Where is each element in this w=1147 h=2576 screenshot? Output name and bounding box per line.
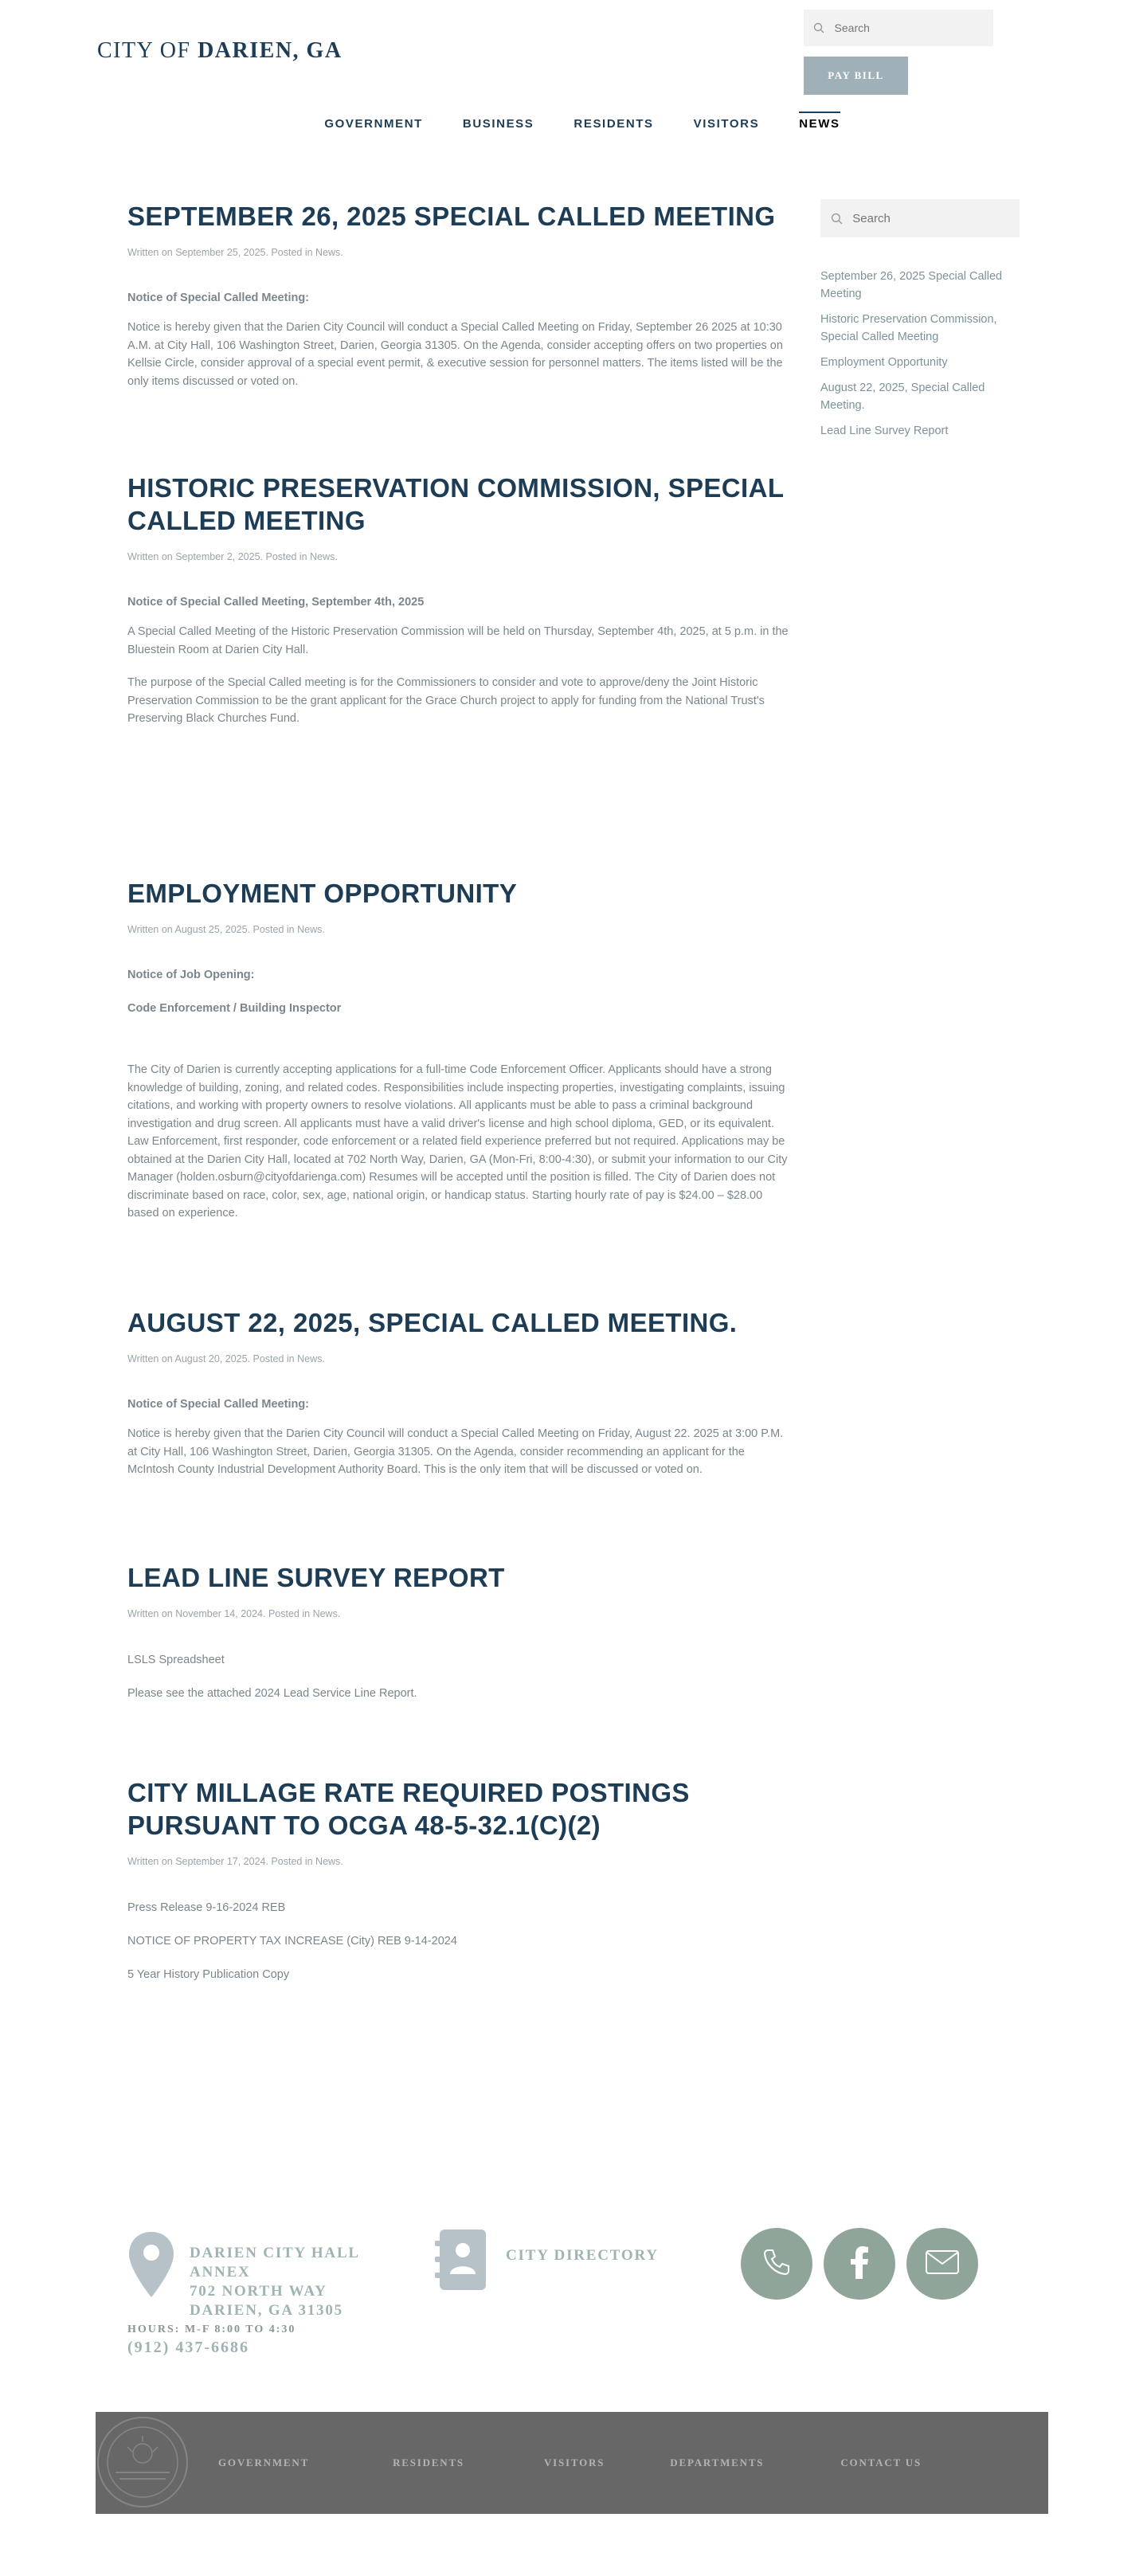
pay-bill-button[interactable]: PAY BILL	[804, 57, 908, 95]
meta-suffix: .	[322, 1353, 325, 1364]
post-heading: Notice of Special Called Meeting:	[127, 1398, 310, 1411]
post-meta	[127, 247, 790, 258]
post-category-link[interactable]: News	[312, 1608, 338, 1619]
post-category-link[interactable]: News	[297, 1353, 323, 1364]
recent-post-link[interactable]: September 26, 2025 Special Called Meeting	[820, 270, 1003, 300]
post-paragraph: Notice is hereby given that the Darien City Council will conduct a Special Called Meeting on Friday, September 26 2025 at 10:30 A.M. at City Hall, 106 Washington Street, Darien, Georgia 31305. On the Agenda, consider accepting offers on two properties on Kellsie Circle, consider approval of a special event permit, & executive session for personnel matters. The items listed will be the only items discussed or voted on.	[127, 321, 783, 388]
post-category-link[interactable]: News	[315, 1856, 341, 1867]
news-post	[127, 200, 790, 390]
post-attachment-link[interactable]: NOTICE OF PROPERTY TAX INCREASE (City) REB 9-14-2024	[127, 1935, 457, 1948]
post-meta	[127, 1856, 790, 1867]
list-item	[820, 422, 1020, 440]
nav-item-government[interactable]: GOVERNMENT	[324, 117, 423, 131]
main-nav	[0, 115, 1147, 134]
post-date: Written on September 2, 2025. Posted in	[127, 551, 307, 562]
phone-button[interactable]	[741, 2228, 812, 2300]
post-paragraph: Please see the attached 2024 Lead Service Line Report.	[127, 1687, 417, 1700]
post-category-link[interactable]: News	[297, 924, 323, 935]
post-date: Written on September 17, 2024. Posted in	[127, 1856, 313, 1867]
post-paragraph: A Special Called Meeting of the Historic Preservation Commission will be held on Thursday, September 4th, 2025, at 5 p.m. in the Bluestein Room at Darien City Hall.	[127, 625, 789, 656]
footer-address	[190, 2244, 389, 2320]
post-attachment-link[interactable]: Press Release 9-16-2024 REB	[127, 1901, 286, 1914]
list-item	[820, 268, 1020, 303]
recent-post-link[interactable]: Lead Line Survey Report	[820, 425, 949, 437]
recent-posts	[820, 268, 1020, 448]
footer-nav-departments[interactable]: DEPARTMENTS	[670, 2457, 765, 2468]
post-date: Written on November 14, 2024. Posted in	[127, 1608, 311, 1619]
news-post	[127, 1776, 790, 1983]
meta-suffix: .	[322, 924, 325, 935]
footer-nav-government[interactable]: GOVERNMENT	[218, 2457, 310, 2468]
post-title[interactable]: EMPLOYMENT OPPORTUNITY	[127, 879, 518, 908]
email-button[interactable]	[906, 2228, 978, 2300]
nav-item-residents[interactable]: RESIDENTS	[574, 117, 654, 131]
post-attachment-link[interactable]: LSLS Spreadsheet	[127, 1654, 225, 1666]
nav-item-visitors[interactable]: VISITORS	[693, 117, 760, 131]
footer-nav	[218, 2412, 922, 2514]
post-date: Written on August 25, 2025. Posted in	[127, 924, 295, 935]
footer-nav-residents[interactable]: RESIDENTS	[393, 2457, 464, 2468]
meta-suffix: .	[340, 247, 343, 258]
meta-suffix: .	[340, 1856, 343, 1867]
post-attachment-link[interactable]: 5 Year History Publication Copy	[127, 1968, 290, 1981]
post-title[interactable]: HISTORIC PRESERVATION COMMISSION, SPECIAL CALLED MEETING	[127, 473, 784, 535]
recent-post-link[interactable]: Employment Opportunity	[820, 356, 948, 369]
post-meta	[127, 1353, 790, 1364]
map-pin-icon	[127, 2230, 175, 2303]
post-title[interactable]: AUGUST 22, 2025, SPECIAL CALLED MEETING.	[127, 1308, 738, 1337]
post-heading: Notice of Special Called Meeting:	[127, 292, 310, 304]
header-search-input[interactable]	[835, 22, 993, 34]
facebook-button[interactable]	[824, 2228, 895, 2300]
meta-suffix: .	[335, 551, 338, 562]
envelope-icon	[926, 2250, 959, 2278]
footer-nav-visitors[interactable]: VISITORS	[543, 2457, 605, 2468]
contact-book-icon[interactable]	[435, 2228, 489, 2296]
footer-bar	[96, 2412, 1048, 2514]
post-heading: Notice of Special Called Meeting, September 4th, 2025	[127, 596, 425, 609]
header-search[interactable]	[804, 10, 993, 46]
list-item	[820, 354, 1020, 371]
city-seal-logo[interactable]	[96, 2415, 190, 2513]
nav-item-business[interactable]: BUSINESS	[462, 117, 534, 131]
sidebar-search[interactable]	[820, 199, 1020, 237]
post-subheading: Code Enforcement / Building Inspector	[127, 1002, 342, 1015]
address-line: 702 NORTH WAY	[190, 2283, 327, 2300]
address-line: DARIEN CITY HALL ANNEX	[190, 2245, 359, 2280]
post-date: Written on August 20, 2025. Posted in	[127, 1353, 295, 1364]
post-heading: Notice of Job Opening:	[127, 969, 255, 981]
post-category-link[interactable]: News	[310, 551, 335, 562]
logo-name: DARIEN, GA	[198, 38, 343, 63]
post-paragraph: Notice is hereby given that the Darien City Council will conduct a Special Called Meeting on Friday, August 22. 2025 at 3:00 P.M. at City Hall, 106 Washington Street, Darien, Georgia 31305. On the Agenda, consider recommending an applicant for the McIntosh County Industrial Development Authority Board. This is the only item that will be discussed or voted on.	[127, 1427, 784, 1476]
news-post	[127, 1561, 790, 1703]
recent-post-link[interactable]: Historic Preservation Commission, Special Called Meeting	[820, 313, 997, 343]
city-directory-link[interactable]: CITY DIRECTORY	[506, 2247, 659, 2264]
site-logo[interactable]	[97, 38, 343, 64]
list-item	[820, 311, 1020, 346]
search-icon	[804, 10, 835, 46]
recent-post-link[interactable]: August 22, 2025, Special Called Meeting.	[820, 382, 985, 412]
list-item	[820, 379, 1020, 414]
logo-prefix: CITY OF	[97, 38, 191, 63]
phone-icon	[761, 2246, 793, 2282]
news-post	[127, 1306, 790, 1479]
post-title[interactable]: CITY MILLAGE RATE REQUIRED POSTINGS PURSUANT TO OCGA 48-5-32.1(C)(2)	[127, 1778, 690, 1840]
facebook-icon	[849, 2245, 870, 2283]
footer-nav-contact-us[interactable]: CONTACT US	[840, 2457, 922, 2468]
footer-phone-link[interactable]: (912) 437-6686	[127, 2339, 249, 2356]
post-title[interactable]: LEAD LINE SURVEY REPORT	[127, 1563, 505, 1592]
address-line: DARIEN, GA 31305	[190, 2302, 343, 2319]
meta-suffix: .	[337, 1608, 341, 1619]
office-hours: HOURS: M-F 8:00 TO 4:30	[127, 2323, 296, 2335]
nav-item-news[interactable]: NEWS	[799, 115, 840, 134]
search-icon	[820, 199, 852, 237]
news-post	[127, 472, 790, 728]
post-paragraph: The purpose of the Special Called meeting is for the Commissioners to consider and vote to approve/deny the Joint Historic Preservation Commission to be the grant applicant for the Grace Church project to apply for funding from the National Trust's Preserving Black Churches Fund.	[127, 676, 765, 725]
post-title[interactable]: SEPTEMBER 26, 2025 SPECIAL CALLED MEETING	[127, 202, 776, 231]
sidebar-search-input[interactable]	[852, 212, 1020, 225]
post-meta	[127, 924, 790, 935]
post-category-link[interactable]: News	[315, 247, 341, 258]
post-meta	[127, 551, 790, 562]
news-post	[127, 877, 790, 1223]
post-meta	[127, 1608, 790, 1619]
post-paragraph: The City of Darien is currently accepting applications for a full-time Code Enforcement Officer. Applicants should have a strong knowledge of building, zoning, and related codes. Responsibilities include inspecting properties, investigating complaints, issuing citations, and working with property owners to resolve violations. All applicants must be able to pass a criminal background investigation and drug screen. All applicants must have a valid driver's license and high school diploma, GED, or its equivalent. Law Enforcement, first responder, code enforcement or a related field experience preferred but not required. Applications may be obtained at the Darien City Hall, located at 702 North Way, Darien, GA (Mon-Fri, 8:00-4:30), or submit your information to our City Manager (holden.osburn@cityofdarienga.com) Resumes will be accepted until the position is filled. The City of Darien does not discriminate based on race, color, sex, age, national origin, or handicap status. Starting hourly rate of pay is $24.00 – $28.00 based on experience.	[127, 1063, 788, 1219]
post-date: Written on September 25, 2025. Posted in	[127, 247, 313, 258]
